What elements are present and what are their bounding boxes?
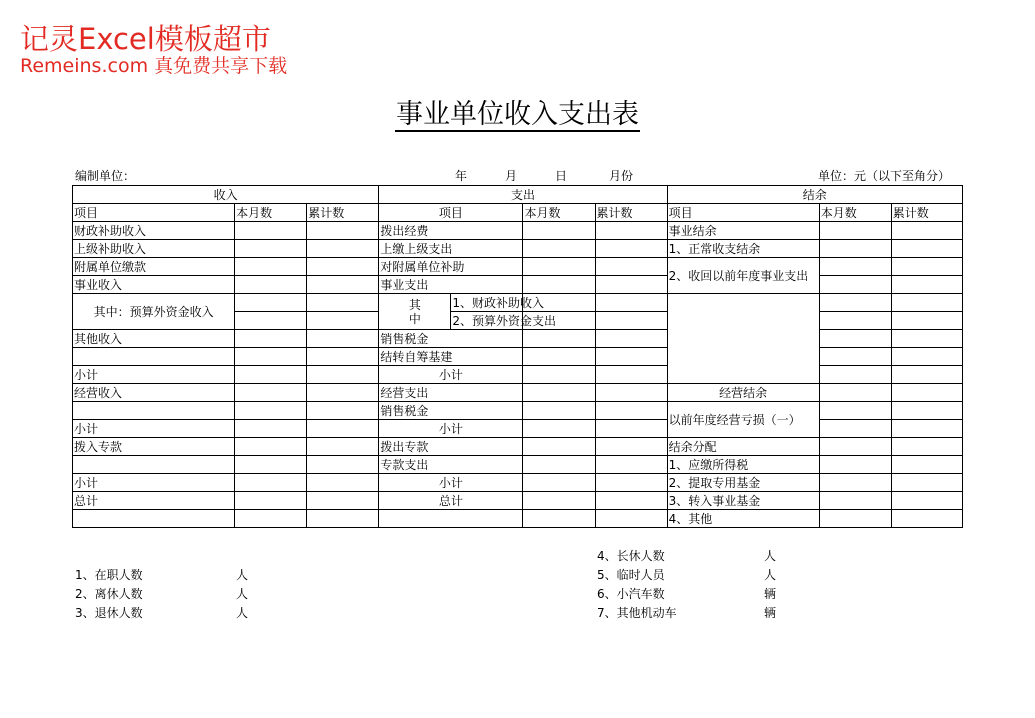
value-cell[interactable]: [523, 348, 595, 366]
of-which-label: [379, 294, 451, 330]
income-tax: 1、应缴所得税: [667, 456, 819, 474]
value-cell[interactable]: [307, 258, 379, 276]
value-cell[interactable]: [595, 438, 667, 456]
value-cell[interactable]: [235, 510, 307, 528]
income-cumulative-header: 累计数: [307, 204, 379, 222]
table-row: [73, 402, 963, 420]
value-cell[interactable]: [523, 474, 595, 492]
retired-cadre-label: 2、离休人数: [75, 587, 143, 601]
table-row: [73, 384, 963, 402]
currency-unit-label: 单位：元（以下至角分）: [818, 169, 951, 183]
value-cell[interactable]: [819, 330, 891, 348]
value-cell[interactable]: [235, 492, 307, 510]
sales-tax: 销售税金: [379, 330, 523, 348]
special-fund: 2、提取专用基金: [667, 474, 819, 492]
value-cell[interactable]: [523, 438, 595, 456]
balance-month-header: 本月数: [819, 204, 891, 222]
value-cell[interactable]: [595, 366, 667, 384]
value-cell[interactable]: [523, 492, 595, 510]
watermark-title: 记灵Excel模板超市: [20, 22, 271, 56]
value-cell[interactable]: [819, 258, 891, 276]
value-cell[interactable]: [819, 276, 891, 294]
value-cell[interactable]: [595, 420, 667, 438]
fiscal-subsidy-income: 财政补助收入: [73, 222, 235, 240]
value-cell[interactable]: [307, 420, 379, 438]
table-row: [73, 330, 963, 348]
value-cell[interactable]: [891, 510, 962, 528]
table-row: [73, 492, 963, 510]
value-cell[interactable]: [819, 420, 891, 438]
retired-cadre-unit: 人: [236, 587, 249, 601]
value-cell[interactable]: [819, 366, 891, 384]
value-cell[interactable]: [523, 240, 595, 258]
value-cell[interactable]: [307, 366, 379, 384]
value-cell[interactable]: [235, 258, 307, 276]
month-label: 月: [505, 169, 518, 183]
value-cell[interactable]: [523, 258, 595, 276]
income-subtotal-3: 小计: [73, 474, 235, 492]
transfer-self-raised: 结转自筹基建: [379, 348, 523, 366]
unit-label: 编制单位：: [75, 169, 136, 183]
other-vehicles-label: 7、其他机动车: [597, 606, 677, 620]
other-vehicles-unit: 辆: [764, 606, 777, 620]
table-row: [73, 438, 963, 456]
value-cell[interactable]: [235, 294, 307, 312]
value-cell[interactable]: [307, 240, 379, 258]
value-cell[interactable]: [891, 492, 962, 510]
prior-year-loss: 以前年度经营亏损（一）: [667, 402, 819, 438]
value-cell[interactable]: [523, 222, 595, 240]
value-cell[interactable]: [595, 330, 667, 348]
retired-label: 3、退休人数: [75, 606, 143, 620]
business-income: 事业收入: [73, 276, 235, 294]
value-cell[interactable]: [523, 366, 595, 384]
value-cell[interactable]: [595, 312, 667, 330]
other-distribution: 4、其他: [667, 510, 819, 528]
value-cell[interactable]: [235, 456, 307, 474]
value-cell[interactable]: [891, 474, 962, 492]
value-cell[interactable]: [523, 276, 595, 294]
table-row: [73, 420, 963, 438]
affiliate-subsidy: 对附属单位补助: [379, 258, 523, 276]
expense-month-header: 本月数: [523, 204, 595, 222]
on-duty-label: 1、在职人数: [75, 568, 143, 582]
value-cell[interactable]: [235, 330, 307, 348]
value-cell[interactable]: [307, 438, 379, 456]
value-cell[interactable]: [235, 402, 307, 420]
value-cell[interactable]: [307, 312, 379, 330]
fiscal-subsidy-income-sub: 1、财政补助收入: [452, 295, 545, 310]
value-cell[interactable]: [891, 294, 962, 312]
operating-surplus: 经营结余: [667, 384, 819, 402]
expense-cumulative-header: 累计数: [595, 204, 667, 222]
value-cell[interactable]: [819, 492, 891, 510]
value-cell[interactable]: [819, 474, 891, 492]
operating-income: 经营收入: [73, 384, 235, 402]
expense-section-header: 支出: [379, 186, 667, 204]
expense-subtotal-1: 小计: [379, 366, 523, 384]
long-leave-unit: 人: [764, 549, 777, 563]
income-month-header: 本月数: [235, 204, 307, 222]
column-header-row: [73, 204, 963, 222]
value-cell[interactable]: [819, 294, 891, 312]
of-which-char-2: 中: [408, 311, 421, 326]
month-period-label: 月份: [609, 169, 634, 183]
expense-item-header: 项目: [379, 204, 523, 222]
value-cell[interactable]: [595, 510, 667, 528]
value-cell[interactable]: [595, 258, 667, 276]
value-cell[interactable]: [307, 510, 379, 528]
value-cell[interactable]: [307, 294, 379, 312]
value-cell[interactable]: [307, 276, 379, 294]
table-row: [73, 456, 963, 474]
superior-subsidy-income: 上级补助收入: [73, 240, 235, 258]
value-cell[interactable]: [595, 222, 667, 240]
table-row: [73, 366, 963, 384]
value-cell[interactable]: [235, 474, 307, 492]
blank-cell[interactable]: [379, 510, 523, 528]
value-cell[interactable]: [819, 312, 891, 330]
payment-to-superior: 上缴上级支出: [379, 240, 523, 258]
section-header-row: [73, 186, 963, 204]
value-cell[interactable]: [595, 348, 667, 366]
value-cell[interactable]: [819, 510, 891, 528]
table-row: [73, 276, 963, 294]
table-row: [73, 222, 963, 240]
temporary-label: 5、临时人员: [597, 568, 665, 582]
prior-year-recovery: 2、收回以前年度事业支出: [667, 258, 819, 294]
balance-item-header: 项目: [667, 204, 819, 222]
surplus-distribution: 结余分配: [667, 438, 819, 456]
value-cell[interactable]: [891, 456, 962, 474]
extrabudget-expense: 2、预算外资金支出: [452, 313, 557, 328]
of-which-extrabudget-income: 其中：预算外资金收入: [73, 294, 235, 330]
blank-cell[interactable]: [73, 402, 235, 420]
income-subtotal-1: 小计: [73, 366, 235, 384]
small-cars-label: 6、小汽车数: [597, 587, 665, 601]
value-cell[interactable]: [523, 456, 595, 474]
value-cell[interactable]: [235, 384, 307, 402]
value-cell[interactable]: [235, 366, 307, 384]
value-cell[interactable]: [595, 240, 667, 258]
page-title: [0, 98, 1035, 132]
value-cell[interactable]: [235, 276, 307, 294]
value-cell[interactable]: [891, 258, 962, 276]
value-cell[interactable]: [307, 330, 379, 348]
value-cell[interactable]: [595, 492, 667, 510]
value-cell[interactable]: [891, 330, 962, 348]
value-cell[interactable]: [891, 240, 962, 258]
temporary-unit: 人: [764, 568, 777, 582]
value-cell[interactable]: [307, 402, 379, 420]
value-cell[interactable]: [307, 456, 379, 474]
table-row: [73, 474, 963, 492]
value-cell[interactable]: [595, 402, 667, 420]
value-cell[interactable]: [891, 312, 962, 330]
income-subtotal-2: 小计: [73, 420, 235, 438]
of-which-char-1: 其: [408, 297, 421, 312]
table-row: [73, 348, 963, 366]
small-cars-unit: 辆: [764, 587, 777, 601]
business-surplus: 事业结余: [667, 222, 819, 240]
business-expense: 事业支出: [379, 276, 523, 294]
blank-cell[interactable]: [73, 510, 235, 528]
income-expense-table: [72, 185, 963, 528]
value-cell[interactable]: [819, 402, 891, 420]
value-cell[interactable]: [235, 312, 307, 330]
table-row: [73, 258, 963, 276]
value-cell[interactable]: [307, 492, 379, 510]
day-label: 日: [555, 169, 568, 183]
value-cell[interactable]: [235, 240, 307, 258]
value-cell[interactable]: [819, 222, 891, 240]
value-cell[interactable]: [235, 348, 307, 366]
normal-balance: 1、正常收支结余: [667, 240, 819, 258]
value-cell[interactable]: [235, 420, 307, 438]
allocated-special: 拨出专款: [379, 438, 523, 456]
allocated-funds: 拨入专款: [73, 438, 235, 456]
value-cell[interactable]: [819, 348, 891, 366]
value-cell[interactable]: [307, 384, 379, 402]
blank-cell[interactable]: [73, 456, 235, 474]
balance-section-header: 结余: [667, 186, 962, 204]
operating-expense: 经营支出: [379, 384, 523, 402]
value-cell[interactable]: [307, 222, 379, 240]
value-cell[interactable]: [595, 294, 667, 312]
value-cell[interactable]: [891, 402, 962, 420]
value-cell[interactable]: [307, 474, 379, 492]
expense-total: 总计: [379, 492, 523, 510]
value-cell[interactable]: [523, 420, 595, 438]
value-cell[interactable]: [891, 348, 962, 366]
value-cell[interactable]: [819, 240, 891, 258]
affiliate-payment: 附属单位缴款: [73, 258, 235, 276]
value-cell[interactable]: [595, 276, 667, 294]
blank-balance-block: [667, 294, 819, 384]
blank-cell[interactable]: [73, 348, 235, 366]
special-expense: 专款支出: [379, 456, 523, 474]
year-label: 年: [455, 169, 468, 183]
page-title-text: 事业单位收入支出表: [396, 99, 639, 130]
sales-tax-2: 销售税金: [379, 402, 523, 420]
table-row: [73, 294, 963, 312]
expense-subtotal-2: 小计: [379, 420, 523, 438]
value-cell[interactable]: [307, 348, 379, 366]
transfer-fund: 3、转入事业基金: [667, 492, 819, 510]
value-cell[interactable]: [891, 276, 962, 294]
value-cell[interactable]: [523, 330, 595, 348]
expense-subtotal-3: 小计: [379, 474, 523, 492]
value-cell[interactable]: [523, 402, 595, 420]
value-cell[interactable]: [595, 456, 667, 474]
value-cell[interactable]: [891, 366, 962, 384]
value-cell[interactable]: [819, 384, 891, 402]
allocated-expenses: 拨出经费: [379, 222, 523, 240]
value-cell[interactable]: [523, 510, 595, 528]
value-cell[interactable]: [235, 438, 307, 456]
value-cell[interactable]: [235, 222, 307, 240]
long-leave-label: 4、长休人数: [597, 549, 665, 563]
table-row: [73, 240, 963, 258]
balance-cumulative-header: 累计数: [891, 204, 962, 222]
watermark-subtitle: Remeins.com 真免费共享下载: [20, 55, 288, 77]
on-duty-unit: 人: [236, 568, 249, 582]
income-item-header: 项目: [73, 204, 235, 222]
income-total: 总计: [73, 492, 235, 510]
value-cell[interactable]: [891, 420, 962, 438]
income-section-header: 收入: [73, 186, 379, 204]
table-row: [73, 510, 963, 528]
value-cell[interactable]: [523, 384, 595, 402]
value-cell[interactable]: [595, 474, 667, 492]
value-cell[interactable]: [891, 384, 962, 402]
value-cell[interactable]: [891, 438, 962, 456]
value-cell[interactable]: [819, 438, 891, 456]
value-cell[interactable]: [891, 222, 962, 240]
value-cell[interactable]: [595, 384, 667, 402]
value-cell[interactable]: [819, 456, 891, 474]
other-income: 其他收入: [73, 330, 235, 348]
retired-unit: 人: [236, 606, 249, 620]
